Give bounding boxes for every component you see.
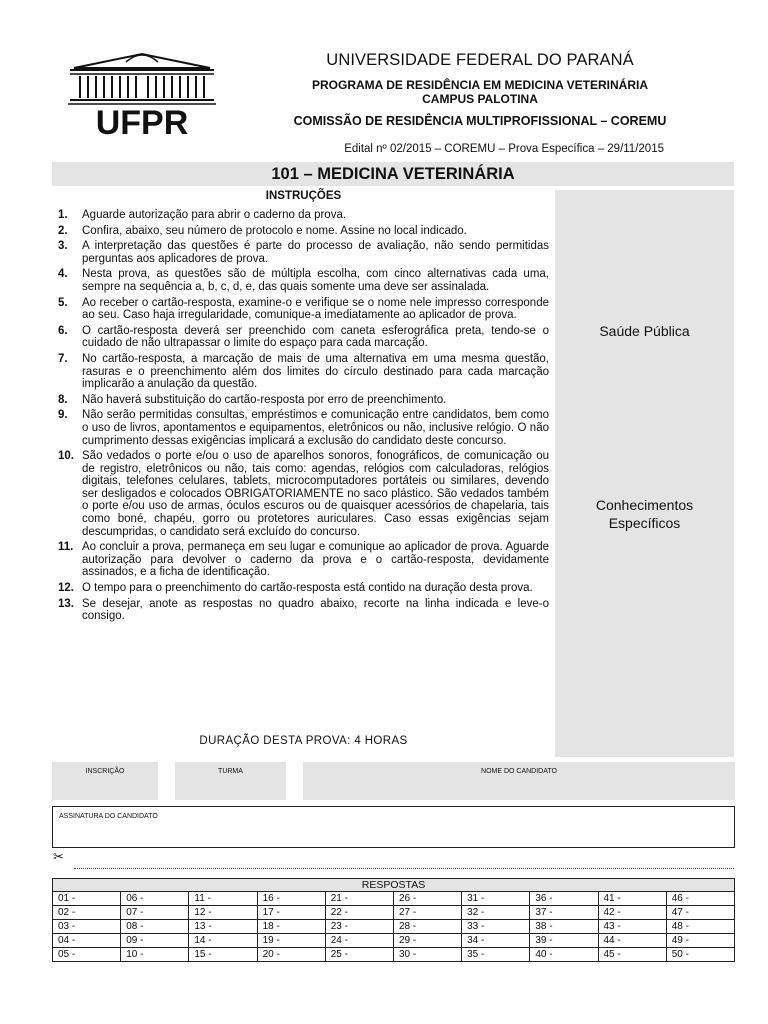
answer-cell[interactable]: 50 -: [666, 948, 734, 962]
answer-cell[interactable]: 01 -: [53, 892, 121, 906]
answer-cell[interactable]: 32 -: [462, 906, 530, 920]
instruction-text: O cartão-resposta deverá ser preenchido com caneta esferográfica preta, tendo-se o cuidado de não ultrapassar o limite do espaço para cada marcação.: [82, 324, 549, 350]
answer-cell[interactable]: 07 -: [121, 906, 189, 920]
answers-row: [53, 906, 735, 920]
answer-cell[interactable]: 21 -: [325, 892, 393, 906]
instruction-item: [52, 450, 549, 538]
answer-cell[interactable]: 46 -: [666, 892, 734, 906]
answer-cell[interactable]: 38 -: [530, 920, 598, 934]
instruction-text: Ao receber o cartão-resposta, examine-o e verifique se o nome nele impresso corresponde ao seu. Caso haja irregularidade, comunique-a imediatamente ao aplicador de prova.: [82, 296, 549, 322]
logo-text: UFPR: [95, 104, 189, 136]
instruction-number: 5.: [58, 296, 68, 309]
instruction-item: [52, 409, 549, 447]
answer-cell[interactable]: 06 -: [121, 892, 189, 906]
answer-cell[interactable]: 31 -: [462, 892, 530, 906]
answer-cell[interactable]: 18 -: [257, 920, 325, 934]
answer-cell[interactable]: 04 -: [53, 934, 121, 948]
answer-cell[interactable]: 25 -: [325, 948, 393, 962]
instruction-number: 6.: [58, 324, 68, 337]
answer-cell[interactable]: 22 -: [325, 906, 393, 920]
answer-cell[interactable]: 29 -: [393, 934, 461, 948]
instruction-number: 11.: [58, 541, 74, 554]
answer-cell[interactable]: 23 -: [325, 920, 393, 934]
exam-title: 101 – MEDICINA VETERINÁRIA: [52, 162, 734, 186]
answer-cell[interactable]: 09 -: [121, 934, 189, 948]
answer-cell[interactable]: 47 -: [666, 906, 734, 920]
answer-cell[interactable]: 15 -: [189, 948, 257, 962]
answers-title: RESPOSTAS: [53, 879, 735, 892]
nome-candidato-field[interactable]: [303, 762, 735, 800]
answer-cell[interactable]: 24 -: [325, 934, 393, 948]
instruction-number: 13.: [58, 597, 74, 610]
edital-line: Edital nº 02/2015 – COREMU – Prova Específica – 29/11/2015: [344, 143, 664, 155]
answer-cell[interactable]: 45 -: [598, 948, 666, 962]
answer-cell[interactable]: 13 -: [189, 920, 257, 934]
instruction-number: 4.: [58, 268, 68, 281]
answer-cell[interactable]: 35 -: [462, 948, 530, 962]
document-header: [230, 50, 730, 129]
university-name: UNIVERSIDADE FEDERAL DO PARANÁ: [326, 51, 634, 69]
nome-label: NOME DO CANDIDATO: [481, 768, 557, 775]
turma-field[interactable]: [175, 762, 286, 800]
instruction-item: [52, 297, 549, 322]
instruction-number: 10.: [58, 450, 74, 463]
answer-cell[interactable]: 44 -: [598, 934, 666, 948]
answer-cell[interactable]: 41 -: [598, 892, 666, 906]
instruction-item: [52, 240, 549, 265]
instruction-text: No cartão-resposta, a marcação de mais de uma alternativa em uma mesma questão, rasuras e o preenchimento além dos limites do círculo destinado para cada marcação implicarão a anulação da questão.: [82, 352, 549, 391]
answer-cell[interactable]: 36 -: [530, 892, 598, 906]
answer-cell[interactable]: 40 -: [530, 948, 598, 962]
answer-cell[interactable]: 43 -: [598, 920, 666, 934]
instruction-item: [52, 325, 549, 350]
answers-row: [53, 948, 735, 962]
answers-row: [53, 892, 735, 906]
instruction-text: Não serão permitidas consultas, empréstimos e comunicação entre candidatos, bem como o uso de livros, apontamentos e equipamentos, eletrônicos ou não, inclusive relógio. O não cumprimento dessas exigências implicará a exclusão do candidato deste concurso.: [82, 409, 549, 447]
instruction-text: O tempo para o preenchimento do cartão-resposta está contido na duração desta prova.: [82, 582, 533, 595]
answer-cell[interactable]: 34 -: [462, 934, 530, 948]
instruction-text: Se desejar, anote as respostas no quadro abaixo, recorte na linha indicada e leve-o consigo.: [82, 597, 549, 623]
answers-row: [53, 934, 735, 948]
answers-row: [53, 920, 735, 934]
section-b-line2: Específicos: [608, 515, 681, 531]
instruction-number: 2.: [58, 224, 68, 237]
answer-cell[interactable]: 33 -: [462, 920, 530, 934]
instruction-text: A interpretação das questões é parte do processo de avaliação, não sendo permitidas perguntas aos aplicadores de prova.: [82, 240, 549, 265]
inscricao-field[interactable]: [52, 762, 158, 800]
program-line1: PROGRAMA DE RESIDÊNCIA EM MEDICINA VETERINÁRIA: [311, 78, 649, 92]
instruction-number: 7.: [58, 352, 68, 365]
answer-cell[interactable]: 26 -: [393, 892, 461, 906]
instruction-text: Confira, abaixo, seu número de protocolo e nome. Assine no local indicado.: [82, 224, 467, 237]
instruction-number: 9.: [58, 409, 68, 422]
inscricao-label: INSCRIÇÃO: [85, 768, 125, 775]
turma-label: TURMA: [218, 768, 243, 775]
instructions-title: INSTRUÇÕES: [265, 190, 342, 202]
instruction-text: Não haverá substituição do cartão-resposta por erro de preenchimento.: [82, 393, 447, 406]
instruction-item: [52, 268, 549, 293]
answer-cell[interactable]: 14 -: [189, 934, 257, 948]
instructions-list: [52, 209, 549, 626]
answer-cell[interactable]: 30 -: [393, 948, 461, 962]
answer-cell[interactable]: 02 -: [53, 906, 121, 920]
instruction-item: [52, 598, 549, 623]
instruction-text: Aguarde autorização para abrir o caderno da prova.: [82, 209, 347, 221]
instruction-item: [52, 353, 549, 391]
commission-name: COMISSÃO DE RESIDÊNCIA MULTIPROFISSIONAL – COREMU: [293, 114, 667, 128]
instruction-item: [52, 582, 549, 595]
instruction-number: 12.: [58, 582, 74, 595]
instruction-item: [52, 225, 549, 238]
answer-cell[interactable]: 17 -: [257, 906, 325, 920]
section-saude-publica: Saúde Pública: [599, 323, 690, 339]
answer-cell[interactable]: 05 -: [53, 948, 121, 962]
answer-cell[interactable]: 20 -: [257, 948, 325, 962]
instruction-text: São vedados o porte e/ou o uso de aparelhos sonoros, fonográficos, de comunicação ou de registro, eletrônicos ou não, tais como: agendas, relógios com calculadoras, relógios digitais, telefones celulares, tablets, microcomputadores portáteis ou similares, devendo ser desligados e colocados OBRIGATORIAMENTE no saco plástico. São vedados também o porte e/ou uso de armas, óculos escuros ou de quaisquer acessórios de chapelaria, tais como boné, chapéu, gorro ou protetores auriculares. Caso essas exigências sejam descumpridas, o candidato será excluído do concurso.: [82, 450, 549, 538]
program-line2: CAMPUS PALOTINA: [422, 92, 538, 106]
answer-cell[interactable]: 27 -: [393, 906, 461, 920]
answer-cell[interactable]: 28 -: [393, 920, 461, 934]
answer-cell[interactable]: 03 -: [53, 920, 121, 934]
answer-cell[interactable]: 12 -: [189, 906, 257, 920]
answer-cell[interactable]: 16 -: [257, 892, 325, 906]
answer-cell[interactable]: 10 -: [121, 948, 189, 962]
section-conhecimentos-especificos: [555, 496, 734, 532]
answer-cell[interactable]: 11 -: [189, 892, 257, 906]
instruction-item: [52, 394, 549, 407]
answer-cell[interactable]: 37 -: [530, 906, 598, 920]
ufpr-logo: [66, 50, 218, 136]
assinatura-field[interactable]: [52, 806, 735, 848]
instruction-number: 3.: [58, 240, 68, 253]
section-b-line1: Conhecimentos: [595, 497, 694, 513]
sections-sidebar: [555, 190, 734, 757]
answer-cell[interactable]: 08 -: [121, 920, 189, 934]
instruction-text: Ao concluir a prova, permaneça em seu lugar e comunique ao aplicador de prova. Aguarde autorização para devolver o caderno da prova e o cartão-resposta, devidamente assinados, e a ficha de identificação.: [82, 541, 549, 579]
answer-cell[interactable]: 49 -: [666, 934, 734, 948]
instruction-text: Nesta prova, as questões são de múltipla escolha, com cinco alternativas cada uma, sempre na sequência a, b, c, d, e, das quais somente uma deve ser assinalada.: [82, 268, 549, 293]
instruction-number: 1.: [58, 209, 68, 221]
assinatura-label: ASSINATURA DO CANDIDATO: [59, 813, 158, 820]
instruction-number: 8.: [58, 393, 68, 406]
answers-table: [52, 878, 735, 962]
answer-cell[interactable]: 42 -: [598, 906, 666, 920]
exam-duration: DURAÇÃO DESTA PROVA: 4 HORAS: [199, 735, 408, 747]
answer-cell[interactable]: 39 -: [530, 934, 598, 948]
cut-line: [74, 868, 734, 869]
scissors-icon: ✂: [53, 849, 64, 864]
instruction-item: [52, 541, 549, 579]
answer-cell[interactable]: 19 -: [257, 934, 325, 948]
instruction-item: [52, 209, 549, 222]
answer-cell[interactable]: 48 -: [666, 920, 734, 934]
